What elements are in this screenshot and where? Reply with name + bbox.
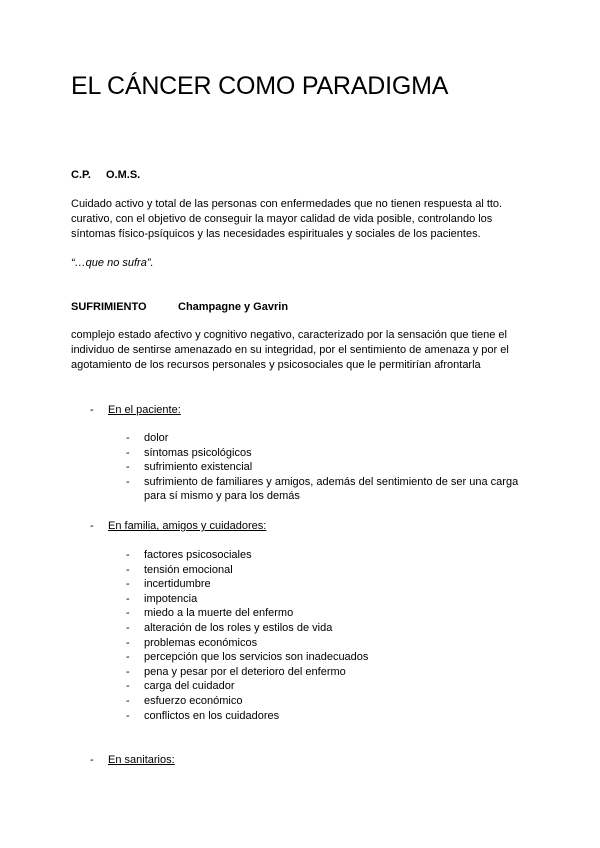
list-familia [126,548,368,723]
list-item-text: factores psicosociales [144,549,252,561]
list-item-text: conflictos en los cuidadores [144,709,280,722]
item-dash: - [126,607,130,620]
item-dash: - [126,694,130,707]
list-item-text: carga del cuidador [144,680,235,693]
list-item [126,446,518,461]
list-item [126,460,518,475]
item-dash: - [126,592,130,605]
list-item-text: sufrimiento de familiares y amigos, además del sentimiento de ser una carga [144,475,519,488]
item-dash: - [126,461,130,474]
list-item-text: alteración de los roles y estilos de vida [144,621,333,634]
quote-text: “…que no sufra”. [71,257,154,269]
item-dash: - [126,651,130,664]
item-dash: - [126,549,130,561]
list-item-text: problemas económicos [144,636,258,649]
cp-definition-line: curativo, con el objetivo de conseguir la mayor calidad de vida posible, controlando los [71,213,493,225]
item-dash: - [126,665,130,678]
suf-definition-line: complejo estado afectivo y cognitivo negativo, caracterizado por la sensación que tiene el [71,329,507,341]
list-item-text: incertidumbre [144,578,211,591]
list-paciente [126,431,518,504]
list-item [126,665,368,680]
section-label-familia: En familia, amigos y cuidadores: [108,520,267,532]
list-item [126,592,368,607]
suf-definition-line: individuo de sentirse amenazado en su integridad, por el sentimiento de amenaza y por el [71,344,509,356]
section-dash: - [90,520,94,532]
list-item [126,606,368,621]
list-item [126,577,368,592]
list-item [126,431,518,446]
item-dash: - [126,578,130,591]
section-dash: - [90,404,94,416]
item-dash: - [126,680,130,693]
list-item-text: pena y pesar por el deterioro del enfermo [144,665,346,678]
list-item-text: percepción que los servicios son inadecuados [144,651,369,664]
page-title: EL CÁNCER COMO PARADIGMA [71,72,449,100]
list-item-text: tensión emocional [144,563,233,576]
list-item [126,475,518,490]
sufrimiento-heading: SUFRIMIENTO [71,301,147,313]
list-item [126,650,368,665]
list-item-text: miedo a la muerte del enfermo [144,607,294,620]
list-item-text: esfuerzo económico [144,694,243,707]
list-item [126,563,368,578]
item-dash: - [126,621,130,634]
list-item [126,694,368,709]
item-dash: - [126,636,130,649]
list-item-continuation [126,489,518,504]
cp-definition [71,197,541,242]
list-item [126,709,368,724]
cp-heading-label: C.P. [71,169,91,181]
cp-definition-line: Cuidado activo y total de las personas con enfermedades que no tienen respuesta al tto. [71,198,503,210]
item-dash: - [126,563,130,576]
item-dash: - [126,475,130,488]
cp-definition-line: síntomas físico-psíquicos y las necesidades espirituales y sociales de los pacientes. [71,228,481,240]
list-item [126,679,368,694]
list-item-text: impotencia [144,592,198,605]
section-label-paciente: En el paciente: [108,404,181,416]
list-item-text: para sí mismo y para los demás [144,490,300,503]
list-item-text: síntomas psicológicos [144,446,252,459]
item-dash: - [126,446,130,459]
oms-heading-label: O.M.S. [106,169,141,181]
sufrimiento-definition [71,328,541,373]
list-item-text: dolor [144,432,169,444]
list-item [126,621,368,636]
item-dash: - [126,709,130,722]
list-item [126,548,368,563]
list-item-text: sufrimiento existencial [144,461,253,474]
section-dash: - [90,754,94,766]
author-heading: Champagne y Gavrin [178,301,289,313]
list-item [126,636,368,651]
item-dash: - [126,432,130,444]
section-label-sanitarios: En sanitarios: [108,754,175,766]
suf-definition-line: agotamiento de los recursos personales y psicosociales que le permitirían afrontarla [71,359,481,371]
